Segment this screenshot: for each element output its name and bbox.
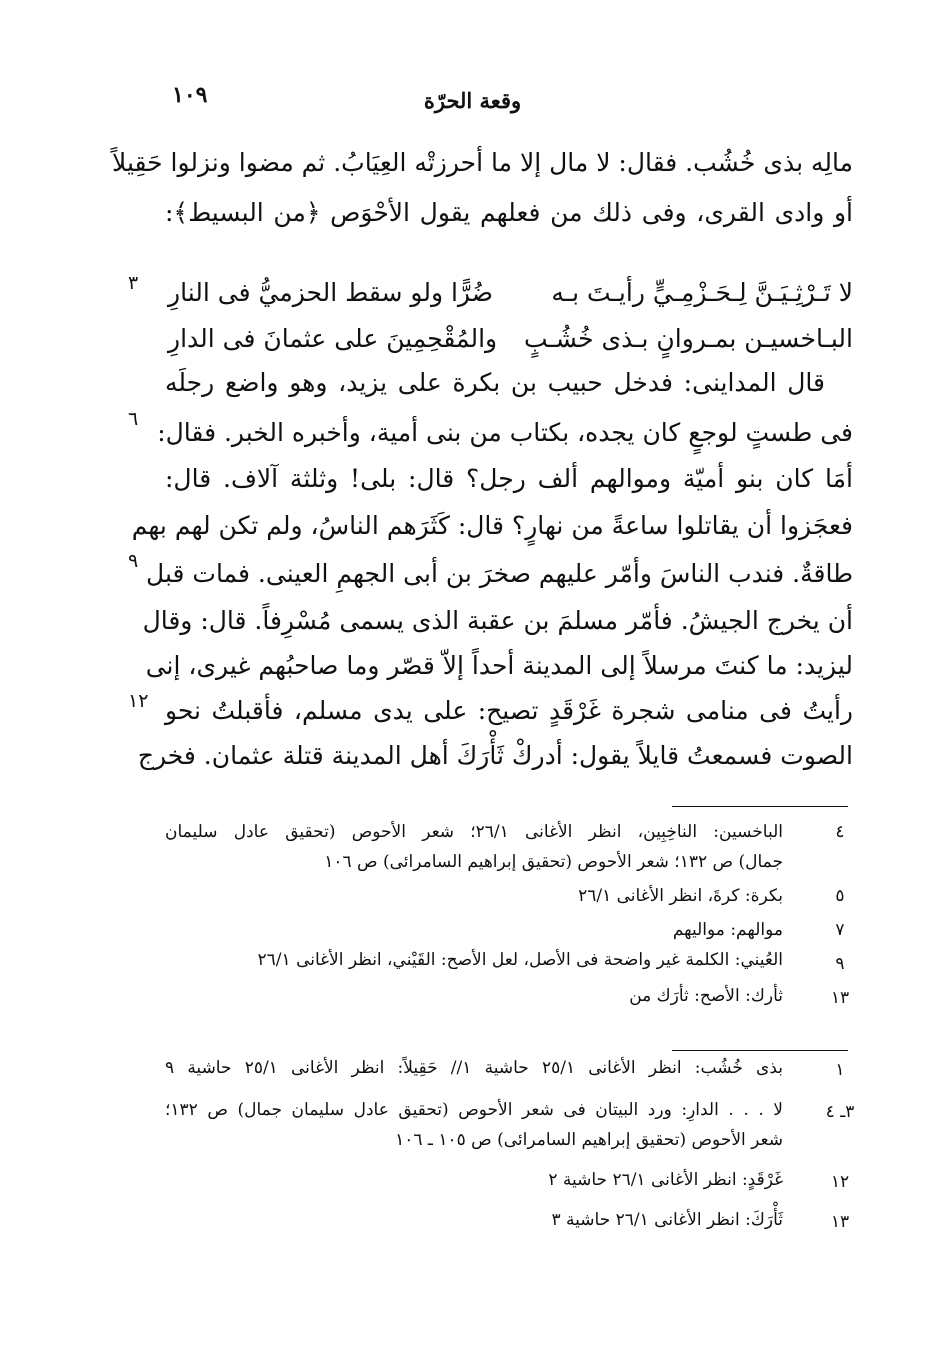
footnote-text: ثَأْرَكَ: انظر الأغانى ٢٦/١ حاشية ٣ <box>551 1210 783 1230</box>
body-line: أمَا كان بنو أميّة وموالهم ألف رجل؟ قال: بلى! وثلثة آلاف. قال: <box>165 464 853 493</box>
footnote-text: العُيني: الكلمة غير واضحة فى الأصل، لعل الأصح: القَيْني، انظر الأغانى ٢٦/١ <box>257 950 783 970</box>
verse-hemistich: ضُرًّا ولو سقط الحزميُّ فى النارِ <box>168 278 493 307</box>
body-line: فى طستٍ لوجعٍ كان يجده، بكتاب من بنى أمية، وأخبره الخبر. فقال: <box>157 418 853 447</box>
running-title: وقعة الحرّة <box>423 88 522 113</box>
footnote-number: ٥ <box>835 886 845 906</box>
footnote-number: ١ <box>835 1060 845 1080</box>
footnote-text: ثأرك: الأصح: ثأرَك من <box>629 986 783 1006</box>
line-number: ٦ <box>128 408 139 430</box>
footnote-number: ١٢ <box>830 1172 850 1192</box>
footnote-text: جمال) ص ١٣٢؛ شعر الأحوص (تحقيق إبراهيم السامرائى) ص ١٠٦ <box>324 852 783 872</box>
body-line: أن يخرج الجيشُ. فأمّر مسلمَ بن عقبة الذى يسمى مُسْرِفاً. قال: وقال <box>142 606 853 635</box>
page-number: ١٠٩ <box>172 82 208 108</box>
line-number: ٩ <box>128 550 139 572</box>
line-number: ١٢ <box>128 690 149 712</box>
footnote-number: ٤ <box>835 822 845 842</box>
body-line: رأيتُ فى منامى شجرة غَرْقَدٍ تصيح: على يدى مسلم، فأقبلتُ نحو <box>165 696 853 725</box>
body-line: أو وادى القرى، وفى ذلك من فعلهم يقول الأحْوَص ﴿من البسيط﴾: <box>165 198 853 227</box>
verse-hemistich: لا تَـرْثِـيَـنَّ لِـحَـزْمِـيٍّ رأيـتَ بـه <box>551 278 853 307</box>
verse-hemistich: البـاخسيـن بمـروانٍ بـذى خُشُـبٍ <box>523 324 853 353</box>
footnote-text: شعر الأحوص (تحقيق إبراهيم السامرائى) ص ١٠٥ ـ ١٠٦ <box>395 1130 783 1150</box>
body-line: طاقةٌ. فندب الناسَ وأمّر عليهم صخرَ بن أبى الجهمِ العينى. فمات قبل <box>146 559 853 588</box>
body-line: فعجَزوا أن يقاتلوا ساعةً من نهارٍ؟ قال: كَثَرَهم الناسُ، ولم تكن لهم بهم <box>131 511 853 540</box>
footnote-number: ٩ <box>835 954 845 974</box>
footnote-number: ٧ <box>835 920 845 940</box>
footnote-text: غَرْقَدٍ: انظر الأغانى ٢٦/١ حاشية ٢ <box>548 1170 783 1190</box>
footnote-number: ١٣ <box>830 988 850 1008</box>
body-line: الصوت فسمعتُ قايلاً يقول: أدركْ ثَأْرَكَ أهل المدينة قتلة عثمان. فخرج <box>137 741 853 770</box>
footnote-rule <box>672 1050 848 1051</box>
body-line: ليزيد: ما كنتَ مرسلاً إلى المدينة أحداً إلاّ قصّر وما صاحبُهم غيرى، إنى <box>145 651 853 680</box>
footnote-number: ٣ـ ٤ <box>825 1102 855 1122</box>
body-line: مالِه بذى خُشُب. فقال: لا مال إلا ما أحرزتْه العِيَابُ. ثم مضوا ونزلوا حَقِيلاً <box>112 148 853 177</box>
footnote-rule <box>672 806 848 807</box>
body-line: قال المداينى: فدخل حبيب بن بكرة على يزيد، وهو واضع رجلَه <box>165 368 825 397</box>
footnote-text: بكرة: كرةَ، انظر الأغانى ٢٦/١ <box>578 886 783 906</box>
footnote-text: موالهم: مواليهم <box>672 920 783 940</box>
footnote-text: بذى خُشُب: انظر الأغانى ٢٥/١ حاشية ١// حَقِيلاً: انظر الأغانى ٢٥/١ حاشية ٩ <box>165 1058 784 1078</box>
line-number: ٣ <box>128 272 139 294</box>
verse-hemistich: والمُقْحِمِينَ على عثمانَ فى الدارِ <box>168 324 498 353</box>
footnote-text: لا . . . الدارِ: ورد البيتان فى شعر الأحوص (تحقيق عادل سليمان جمال) ص ١٣٢؛ <box>165 1100 783 1120</box>
footnote-number: ١٣ <box>830 1212 850 1232</box>
footnote-text: الباخسين: الناخِبِين، انظر الأغانى ٢٦/١؛ شعر الأحوص (تحقيق عادل سليمان <box>165 822 783 842</box>
